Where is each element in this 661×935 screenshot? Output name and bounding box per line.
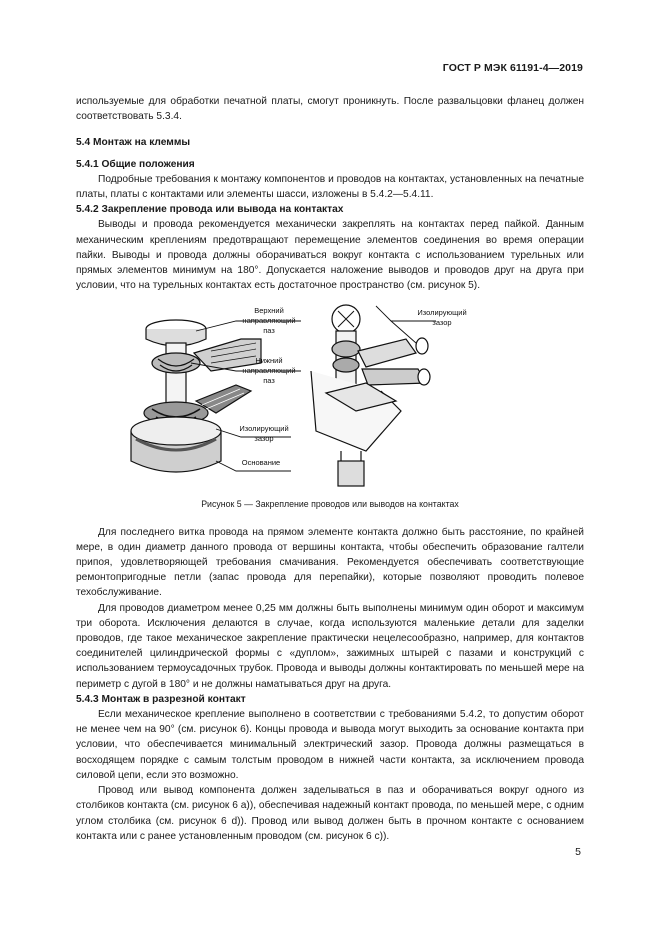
label-gap-right-2: зазор bbox=[432, 318, 452, 328]
document-code: ГОСТ Р МЭК 61191-4—2019 bbox=[442, 62, 583, 74]
label-upper-groove-2: направляющий bbox=[242, 316, 296, 326]
label-lower-groove-2: направляющий bbox=[242, 366, 296, 376]
section-5-4-1-paragraph: Подробные требования к монтажу компонентов и проводов на контактах, установленных на печатные платы, платы с контактами или элементы шасси, изложены в 5.4.2—5.4.11. bbox=[76, 173, 584, 201]
intro-paragraph: используемые для обработки печатной платы, смогут проникнуть. После развальцовки фланец должен соответствовать 5.3.4. bbox=[76, 96, 584, 123]
label-upper-groove-3: паз bbox=[263, 326, 275, 336]
figure-5-drawing bbox=[76, 301, 584, 497]
section-5-4-2-paragraph-2: Для последнего витка провода на прямом элементе контакта должно быть расстояние, по крайней мере, в один диаметр данного провода от вершины контакта, чтобы обеспечить образование галтели припоя, удовлетворяющей требования смачивания. Рекомендуется обеспечивать соответствующие ремонтопригодные петли (запас провода для перепайки), которые позволяют проводить полевое техобслуживание. bbox=[76, 526, 584, 599]
label-base: Основание bbox=[241, 458, 281, 468]
figure-5-caption: Рисунок 5 — Закрепление проводов или выводов на контактах bbox=[201, 499, 459, 510]
label-upper-groove-1: Верхний bbox=[254, 306, 284, 316]
label-gap-left-2: зазор bbox=[254, 434, 274, 444]
label-lower-groove-3: паз bbox=[263, 376, 275, 386]
section-5-4-title: 5.4 Монтаж на клеммы bbox=[76, 137, 191, 149]
page-number: 5 bbox=[575, 846, 581, 858]
section-5-4-3-paragraph-1: Если механическое крепление выполнено в соответствии с требованиями 5.4.2, то допустим оборот не менее чем на 90° (см. рисунок 6). Концы провода и вывода могут выходить за основание контакта при условии, что обеспечивается минимальный электрический зазор. Провода должны размещаться в восходящем порядке с самым толстым проводом в нижней части контакта, за исключением провода силовой цепи, если это возможно. bbox=[76, 709, 584, 781]
figure-5 bbox=[76, 301, 584, 497]
page-content bbox=[76, 94, 584, 844]
section-5-4-2-title: 5.4.2 Закрепление провода или вывода на контактах bbox=[76, 204, 344, 216]
section-5-4-3-paragraph-2: Провод или вывод компонента должен заделываться в паз и оборачиваться вокруг одного из столбиков контакта (см. рисунок 6 а)), обеспечивая надежный контакт провода, по меньшей мере, с одним углом столбика (см. рисунок 6 d)). Провод или вывод должен быть в прочном контакте с основанием контакта или с ранее установленным проводом (см. рисунок 6 c)). bbox=[76, 785, 584, 842]
label-lower-groove-1: Нижний bbox=[255, 356, 283, 366]
section-5-4-2-paragraph-3: Для проводов диаметром менее 0,25 мм должны быть выполнены минимум один оборот и максимум три оборота. Исключения делаются в случае, когда используются маленькие детали для заделки проводов, где такое механическое закрепление практически нецелесообразно, например, для контактов соединителей цилиндрической формы с «дуплом», зажимных штырей с пазами и конструкций с использованием термоусадочных трубок. Провода и выводы должны контактировать по меньшей мере на периметр с дугой в 180° и не должны наматываться друг на друга. bbox=[76, 602, 584, 690]
section-5-4-1-title: 5.4.1 Общие положения bbox=[76, 158, 195, 170]
label-gap-left-1: Изолирующий bbox=[239, 424, 289, 434]
section-5-4-3-title: 5.4.3 Монтаж в разрезной контакт bbox=[76, 693, 246, 705]
label-gap-right-1: Изолирующий bbox=[417, 308, 467, 318]
section-5-4-2-paragraph-1: Выводы и провода рекомендуется механически закреплять на контактах перед пайкой. Данным механическим креплениям предотвращают перемещение элементов соединения во время операции пайки. Выводы и провода должны оборачиваться вокруг контакта с использованием турельных или прямых элементов минимум на 180°. Допускается наложение выводов и проводов друг на друга при условии, что на турельных контактах есть достаточное пространство (см. рисунок 5). bbox=[76, 219, 584, 292]
